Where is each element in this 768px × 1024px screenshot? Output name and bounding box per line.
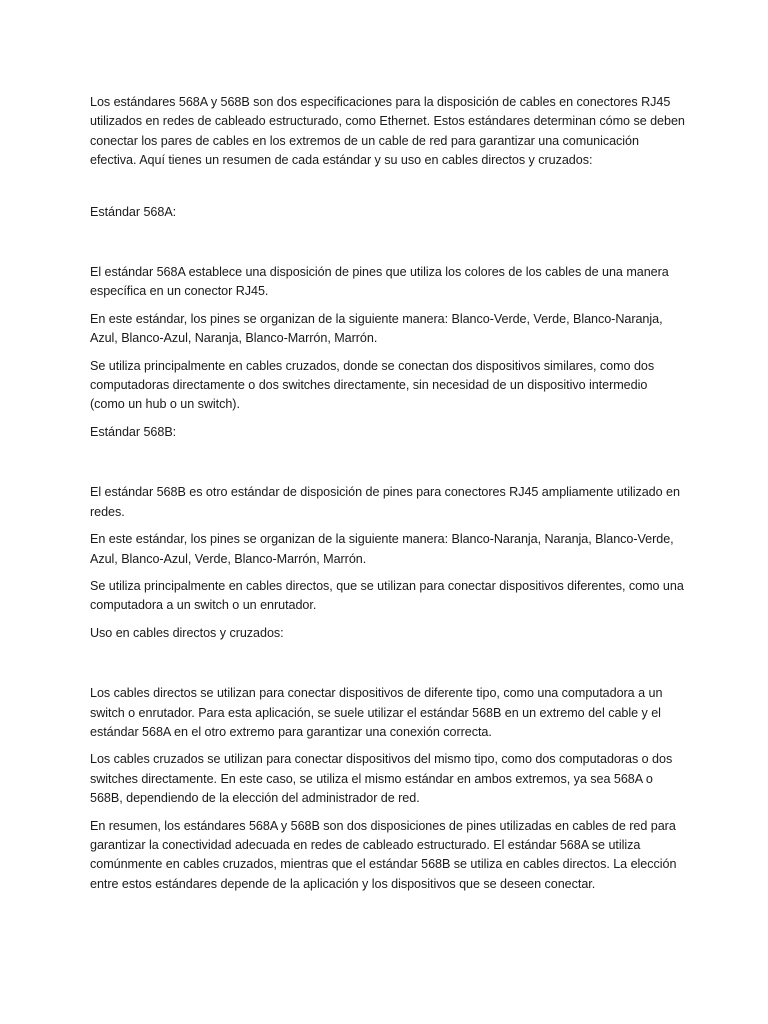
- paragraph-568b-usage: Se utiliza principalmente en cables directos, que se utilizan para conectar dispositivos diferentes, como una computadora a un switch o un enrutador.: [90, 578, 684, 613]
- intro-paragraph: Los estándares 568A y 568B son dos especificaciones para la disposición de cables en conectores RJ45 utilizados en redes de cableado estructurado, como Ethernet. Estos estándares determinan cómo se deben conectar los pares de cables en los extremos de un cable de red para garantizar una comunicación efectiva. Aquí tienes un resumen de cada estándar y su uso en cables directos y cruzados:: [90, 95, 685, 168]
- paragraph-568b-definition: El estándar 568B es otro estándar de disposición de pines para conectores RJ45 ampliamente utilizado en redes.: [90, 485, 680, 519]
- section-heading-568b: Estándar 568B:: [90, 424, 177, 439]
- section-heading-568a: Estándar 568A:: [90, 204, 177, 219]
- document-body: [90, 93, 685, 894]
- paragraph-568a-usage: Se utiliza principalmente en cables cruzados, donde se conectan dos dispositivos similares, como dos computadoras directamente o dos switches directamente, sin necesidad de un dispositivo intermedio (como un hub o un switch).: [90, 358, 655, 412]
- paragraph-resumen: En resumen, los estándares 568A y 568B son dos disposiciones de pines utilizadas en cables de red para garantizar la conectividad adecuada en redes de cableado estructurado. El estándar 568A se utiliza comúnmente en cables cruzados, mientras que el estándar 568B se utiliza en cables directos. La elección entre estos estándares depende de la aplicación y los dispositivos que se deseen conectar.: [90, 818, 677, 891]
- paragraph-568b-pinout: En este estándar, los pines se organizan de la siguiente manera: Blanco-Naranja, Naranja, Blanco-Verde, Azul, Blanco-Azul, Verde, Blanco-Marrón, Marrón.: [90, 532, 674, 566]
- section-heading-uso: Uso en cables directos y cruzados:: [90, 625, 284, 640]
- paragraph-cables-directos: Los cables directos se utilizan para conectar dispositivos de diferente tipo, como una computadora a un switch o enrutador. Para esta aplicación, se suele utilizar el estándar 568B en un extremo del cable y el estándar 568A en el otro extremo para garantizar una conexión correcta.: [90, 686, 663, 739]
- paragraph-568a-definition: El estándar 568A establece una disposición de pines que utiliza los colores de los cables de una manera específica en un conector RJ45.: [90, 265, 669, 299]
- paragraph-cables-cruzados: Los cables cruzados se utilizan para conectar dispositivos del mismo tipo, como dos computadoras o dos switches directamente. En este caso, se utiliza el mismo estándar en ambos extremos, ya sea 568A o 568B, dependiendo de la elección del administrador de red.: [90, 752, 673, 806]
- paragraph-568a-pinout: En este estándar, los pines se organizan de la siguiente manera: Blanco-Verde, Verde, Blanco-Naranja, Azul, Blanco-Azul, Naranja, Blanco-Marrón, Marrón.: [90, 311, 663, 346]
